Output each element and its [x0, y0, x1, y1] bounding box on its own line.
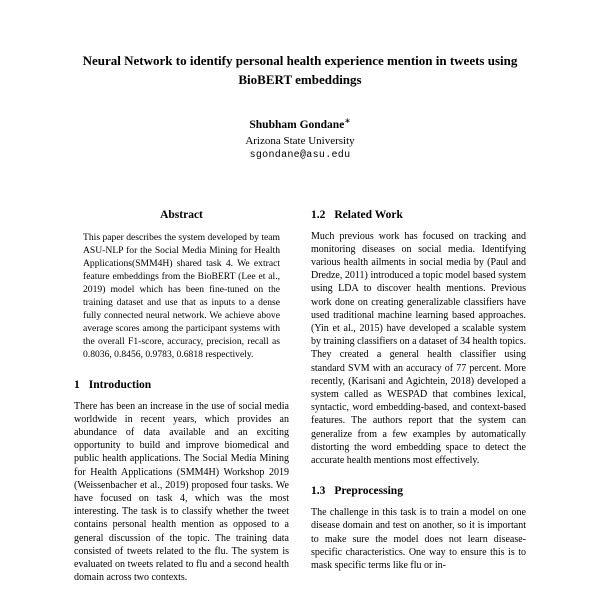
section-title: Related Work: [334, 208, 403, 221]
section-heading-preprocessing: [311, 485, 526, 497]
section-text-introduction: There has been an increase in the use of social media worldwide in recent years, which provides an abundance of data available and an exciting opportunity to build and improve biomedical and public health applications. The Social Media Mining for Health Applications (SMM4H) Workshop 2019 (Weissenbacher et al., 2019) proposed four tasks. We have focused on task 4, which was the most interesting. The task is to classify whether the tweet contains personal health mention as opposed to a general discussion of the topic. The training data consisted of tweets related to the flu. The system is evaluated on tweets related to flu and a second health domain across two contexts.: [74, 400, 289, 584]
author-affiliation: Arizona State University: [245, 134, 355, 147]
section-title: Introduction: [88, 378, 152, 391]
paper-title: Neural Network to identify personal health experience mention in tweets using BioBERT embeddings: [82, 53, 518, 87]
author-block: [74, 116, 526, 161]
author-email: sgondane@asu.edu: [249, 149, 351, 161]
right-column: [311, 209, 526, 585]
section-title: Preprocessing: [334, 485, 403, 498]
section-heading-introduction: [74, 379, 289, 391]
author-name: [74, 116, 526, 131]
section-text-related-work: Much previous work has focused on tracking and monitoring diseases on social media. Identifying various health ailments in social media by (Paul and Dredze, 2011) introduced a topic model based system using LDA to discover health mentions. Previous work done on creating generalizable classifiers have used traditional machine learning based approaches. (Yin et al., 2015) have developed a scalable system by training classifiers on a dataset of 34 health topics. They created a general health classifier using standard SVM with an accuracy of 77 percent. More recently, (Karisani and Agichtein, 2018) developed a system called as WESPAD that combines lexical, syntactic, word embedding-based, and context-based features. The authors report that the system can generalize from a few examples by automatically distorting the word embedding space to detect the accurate health mentions most effectively.: [311, 230, 526, 466]
author-footnote-mark: ∗: [344, 115, 351, 125]
section-heading-related-work: [311, 209, 526, 221]
section-number: 1: [74, 378, 80, 391]
left-column: [74, 209, 289, 585]
section-text-preprocessing: The challenge in this task is to train a model on one disease domain and test on another, so it is important to make sure the model does not learn disease-specific characteristics. One way to ensure this is to mask specific terms like flu or in-: [311, 507, 526, 571]
two-column-body: [74, 209, 526, 585]
abstract-section: [74, 209, 289, 361]
abstract-heading: Abstract: [160, 208, 203, 221]
author-name-text: Shubham Gondane: [249, 118, 345, 131]
section-number: 1.3: [311, 485, 326, 498]
abstract-text: This paper describes the system developed by team ASU-NLP for the Social Media Mining for Health Applications(SMM4H) shared task 4. We extract feature embeddings from the BioBERT (Lee et al., 2019) model which has been fine-tuned on the training dataset and use that as inputs to a dense fully connected neural network. We achieve above average scores among the participant systems with the overall F1-score, accuracy, precision, recall as 0.8036, 0.8456, 0.9783, 0.6818 respectively.: [83, 231, 280, 360]
section-number: 1.2: [311, 208, 326, 221]
